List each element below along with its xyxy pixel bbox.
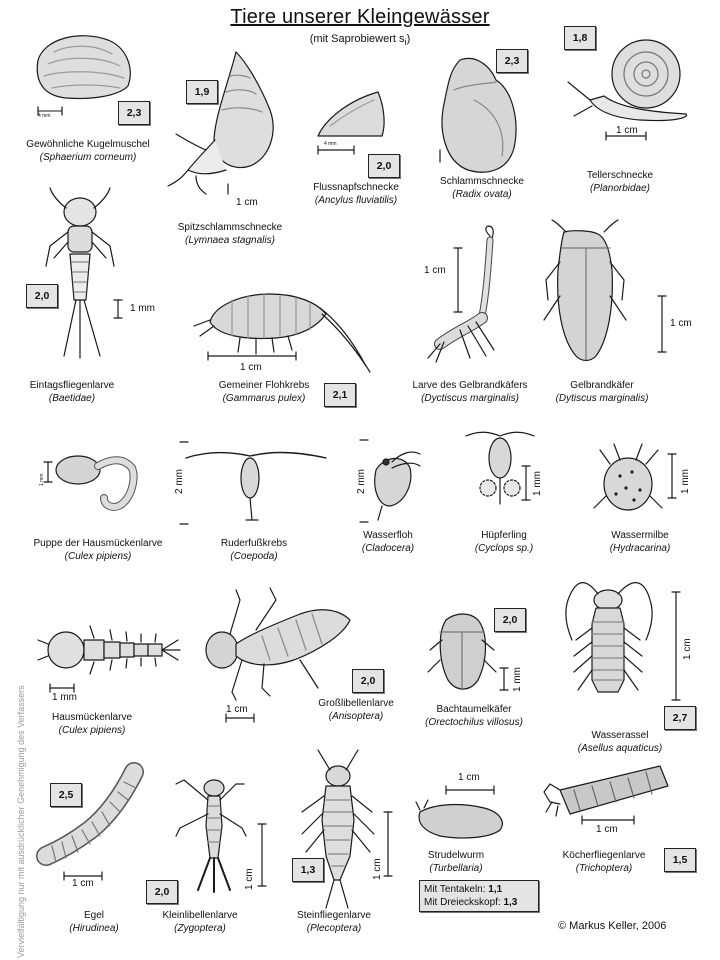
animal-latin: (Culex pipiens) — [58, 724, 126, 736]
subtitle-end: ) — [406, 33, 411, 45]
animal-name: Spitzschlammschnecke — [177, 222, 283, 233]
animal-name: Eintagsfliegenlarve — [29, 380, 115, 391]
caption-kugelmuschel — [26, 139, 149, 164]
caption-gelbrandkaefer — [556, 380, 649, 405]
animal-name: Puppe der Hausmückenlarve — [33, 538, 163, 549]
value-badge-flohkrebs: 2,1 — [324, 383, 356, 407]
scale-label-wassermilbe: 1 mm — [680, 469, 691, 494]
mosquito-pupa-icon — [44, 456, 134, 507]
pond-snail-icon — [168, 52, 273, 194]
caption-wasserfloh — [362, 530, 414, 555]
value-badge-flussnapfschnecke: 2,0 — [368, 154, 400, 178]
animal-name: Egel — [83, 910, 104, 921]
scale-label-strudelwurm: 1 cm — [458, 772, 480, 783]
scale-label-flohkrebs: 1 cm — [240, 362, 262, 373]
animal-latin: (Anisoptera) — [328, 710, 384, 722]
caption-steinfliegenlarve — [297, 910, 371, 935]
value-badge-bachtaumelkaefer: 2,0 — [494, 608, 526, 632]
animal-name: Hüpferling — [481, 530, 527, 541]
animal-latin: (Orectochilus villosus) — [425, 716, 523, 728]
strudelwurm-value-note — [419, 880, 539, 912]
scale-label-flussnapfschnecke: 4 mm — [324, 141, 337, 147]
animal-latin: (Hydracarina) — [609, 542, 671, 554]
caption-flussnapfschnecke — [313, 182, 399, 207]
animal-latin: (Culex pipiens) — [64, 550, 132, 562]
mussel-icon — [37, 36, 130, 115]
cyclops-icon — [466, 432, 534, 504]
scale-label-wasserassel: 1 cm — [682, 638, 693, 660]
animal-name: Köcherfliegenlarve — [562, 850, 646, 861]
caption-mueckenpuppe — [34, 538, 163, 563]
radix-snail-icon — [440, 58, 516, 172]
scale-label-gelbrandkaeferlarve: 1 cm — [424, 265, 446, 276]
animal-name: Gemeiner Flohkrebs — [218, 380, 310, 391]
note-value: 1,1 — [488, 884, 503, 895]
animal-name: Hausmückenlarve — [51, 712, 133, 723]
scale-label-hausmueckenlarve: 1 mm — [52, 692, 77, 703]
animal-latin: (Dytiscus marginalis) — [555, 392, 649, 404]
value-badge-steinfliegenlarve: 1,3 — [292, 858, 324, 882]
caption-bachtaumelkaefer — [425, 704, 523, 729]
caption-grosslibellenlarve — [318, 698, 394, 723]
caption-koecherfliegenlarve — [563, 850, 646, 875]
value-badge-grosslibellenlarve: 2,0 — [352, 669, 384, 693]
scale-label-gelbrandkaefer: 1 cm — [670, 318, 692, 329]
animal-latin: (Zygoptera) — [174, 922, 226, 934]
animal-name: Tellerschnecke — [586, 170, 654, 181]
note-value: 1,3 — [503, 897, 518, 908]
animal-name: Strudelwurm — [427, 850, 485, 861]
animal-name: Schlammschnecke — [440, 176, 524, 187]
animal-latin: (Ancylus fluviatilis) — [314, 194, 398, 206]
animal-name: Wasserassel — [591, 730, 649, 741]
animal-latin: (Plecoptera) — [306, 922, 362, 934]
scale-label-kugelmuschel: 4 mm — [38, 113, 51, 119]
animal-name: Larve des Gelbrandkäfers — [412, 380, 528, 391]
stonefly-larva-icon — [302, 750, 392, 908]
animal-latin: (Trichoptera) — [575, 862, 633, 874]
value-badge-tellerschnecke: 1,8 — [564, 26, 596, 50]
scale-label-tellerschnecke: 1 cm — [616, 125, 638, 136]
subtitle-text: (mit Saprobiewert s — [309, 33, 405, 45]
caption-flohkrebs — [219, 380, 310, 405]
animal-latin: (Hirudinea) — [69, 922, 119, 934]
caption-ruderfusskrebs — [221, 538, 287, 563]
value-badge-koecherfliegenlarve: 1,5 — [664, 848, 696, 872]
amphipod-icon — [194, 294, 370, 372]
animal-name: Großlibellenlarve — [318, 698, 394, 709]
subtitle-subscript: i — [404, 37, 407, 48]
animal-latin: (Lymnaea stagnalis) — [185, 234, 275, 246]
mosquito-larva-icon — [38, 626, 180, 692]
caption-wasserassel — [578, 730, 662, 755]
caption-egel — [69, 910, 118, 935]
scale-label-spitzschlammschnecke: 1 cm — [236, 197, 258, 208]
value-badge-wasserassel: 2,7 — [664, 706, 696, 730]
scale-label-bachtaumelkaefer: 1 mm — [512, 667, 523, 692]
scale-label-wasserfloh: 2 mm — [356, 469, 367, 494]
mayfly-larva-icon — [46, 188, 122, 358]
animal-latin: (Planorbidae) — [589, 182, 651, 194]
animal-name: Wassermilbe — [611, 530, 669, 541]
animal-latin: (Cyclops sp.) — [474, 542, 534, 554]
value-badge-egel: 2,5 — [50, 783, 82, 807]
animal-latin: (Baetidae) — [48, 392, 96, 404]
caption-strudelwurm — [428, 850, 484, 875]
diving-beetle-larva-icon — [428, 226, 494, 362]
animal-name: Flussnapfschnecke — [313, 182, 399, 193]
animal-latin: (Sphaerium corneum) — [39, 151, 137, 163]
animal-latin: (Gammarus pulex) — [222, 392, 306, 404]
note-line-tentakeln — [424, 883, 534, 896]
note-label: Mit Dreieckskopf: — [424, 897, 501, 908]
scale-label-ruderfusskrebs: 2 mm — [174, 469, 185, 494]
scale-label-koecherfliegenlarve: 1 cm — [596, 824, 618, 835]
scale-label-kleinlibellenlarve: 1 cm — [244, 868, 255, 890]
animal-name: Gelbrandkäfer — [570, 380, 634, 391]
caption-tellerschnecke — [587, 170, 653, 195]
animal-latin: (Radix ovata) — [452, 188, 512, 200]
value-badge-schlammschnecke: 2,3 — [496, 49, 528, 73]
value-badge-eintagsfliegenlarve: 2,0 — [26, 284, 58, 308]
note-label: Mit Tentakeln: — [424, 884, 486, 895]
caption-eintagsfliegenlarve — [30, 380, 115, 405]
diving-beetle-icon — [544, 220, 666, 361]
caption-huepferling — [475, 530, 533, 555]
scale-label-eintagsfliegenlarve: 1 mm — [130, 303, 155, 314]
flatworm-icon — [416, 786, 502, 838]
value-badge-kugelmuschel: 2,3 — [118, 101, 150, 125]
animal-name: Kleinlibellenlarve — [162, 910, 238, 921]
animal-name: Wasserfloh — [363, 530, 413, 541]
animal-name: Bachtaumelkäfer — [436, 704, 512, 715]
animal-name: Steinfliegenlarve — [297, 910, 371, 921]
copyright-watermark: Vervielfältigung nur mit ausdrücklicher Genehmigung des Verfassers — [16, 685, 26, 958]
animal-latin: (Cladocera) — [361, 542, 415, 554]
scale-label-mueckenpuppe: 1 mm — [39, 473, 45, 486]
copyright-note: © Markus Keller, 2006 — [558, 920, 667, 932]
animal-latin: (Coepoda) — [230, 550, 278, 562]
scale-label-egel: 1 cm — [72, 878, 94, 889]
caption-spitzschlammschnecke — [178, 222, 282, 247]
water-mite-icon — [594, 444, 676, 510]
caption-gelbrandkaeferlarve — [412, 380, 527, 405]
scale-label-grosslibellenlarve: 1 cm — [226, 704, 248, 715]
note-line-dreieckskopf — [424, 896, 534, 909]
animal-latin: (Turbellaria) — [429, 862, 483, 874]
value-badge-spitzschlammschnecke: 1,9 — [186, 80, 218, 104]
caddisfly-larva-icon — [544, 766, 668, 824]
caption-wassermilbe — [610, 530, 671, 555]
copepod-icon — [180, 442, 326, 524]
water-flea-icon — [360, 440, 420, 522]
caption-kleinlibellenlarve — [162, 910, 237, 935]
animal-latin: (Asellus aquaticus) — [577, 742, 663, 754]
scale-label-huepferling: 1 mm — [532, 471, 543, 496]
caption-schlammschnecke — [440, 176, 524, 201]
caption-hausmueckenlarve — [52, 712, 132, 737]
scale-label-steinfliegenlarve: 1 cm — [372, 858, 383, 880]
animal-latin: (Dyctiscus marginalis) — [421, 392, 519, 404]
animal-name: Ruderfußkrebs — [220, 538, 288, 549]
page-title: Tiere unserer Kleingewässer — [230, 6, 490, 28]
value-badge-kleinlibellenlarve: 2,0 — [146, 880, 178, 904]
animal-name: Gewöhnliche Kugelmuschel — [26, 139, 150, 150]
water-louse-icon — [566, 583, 680, 700]
